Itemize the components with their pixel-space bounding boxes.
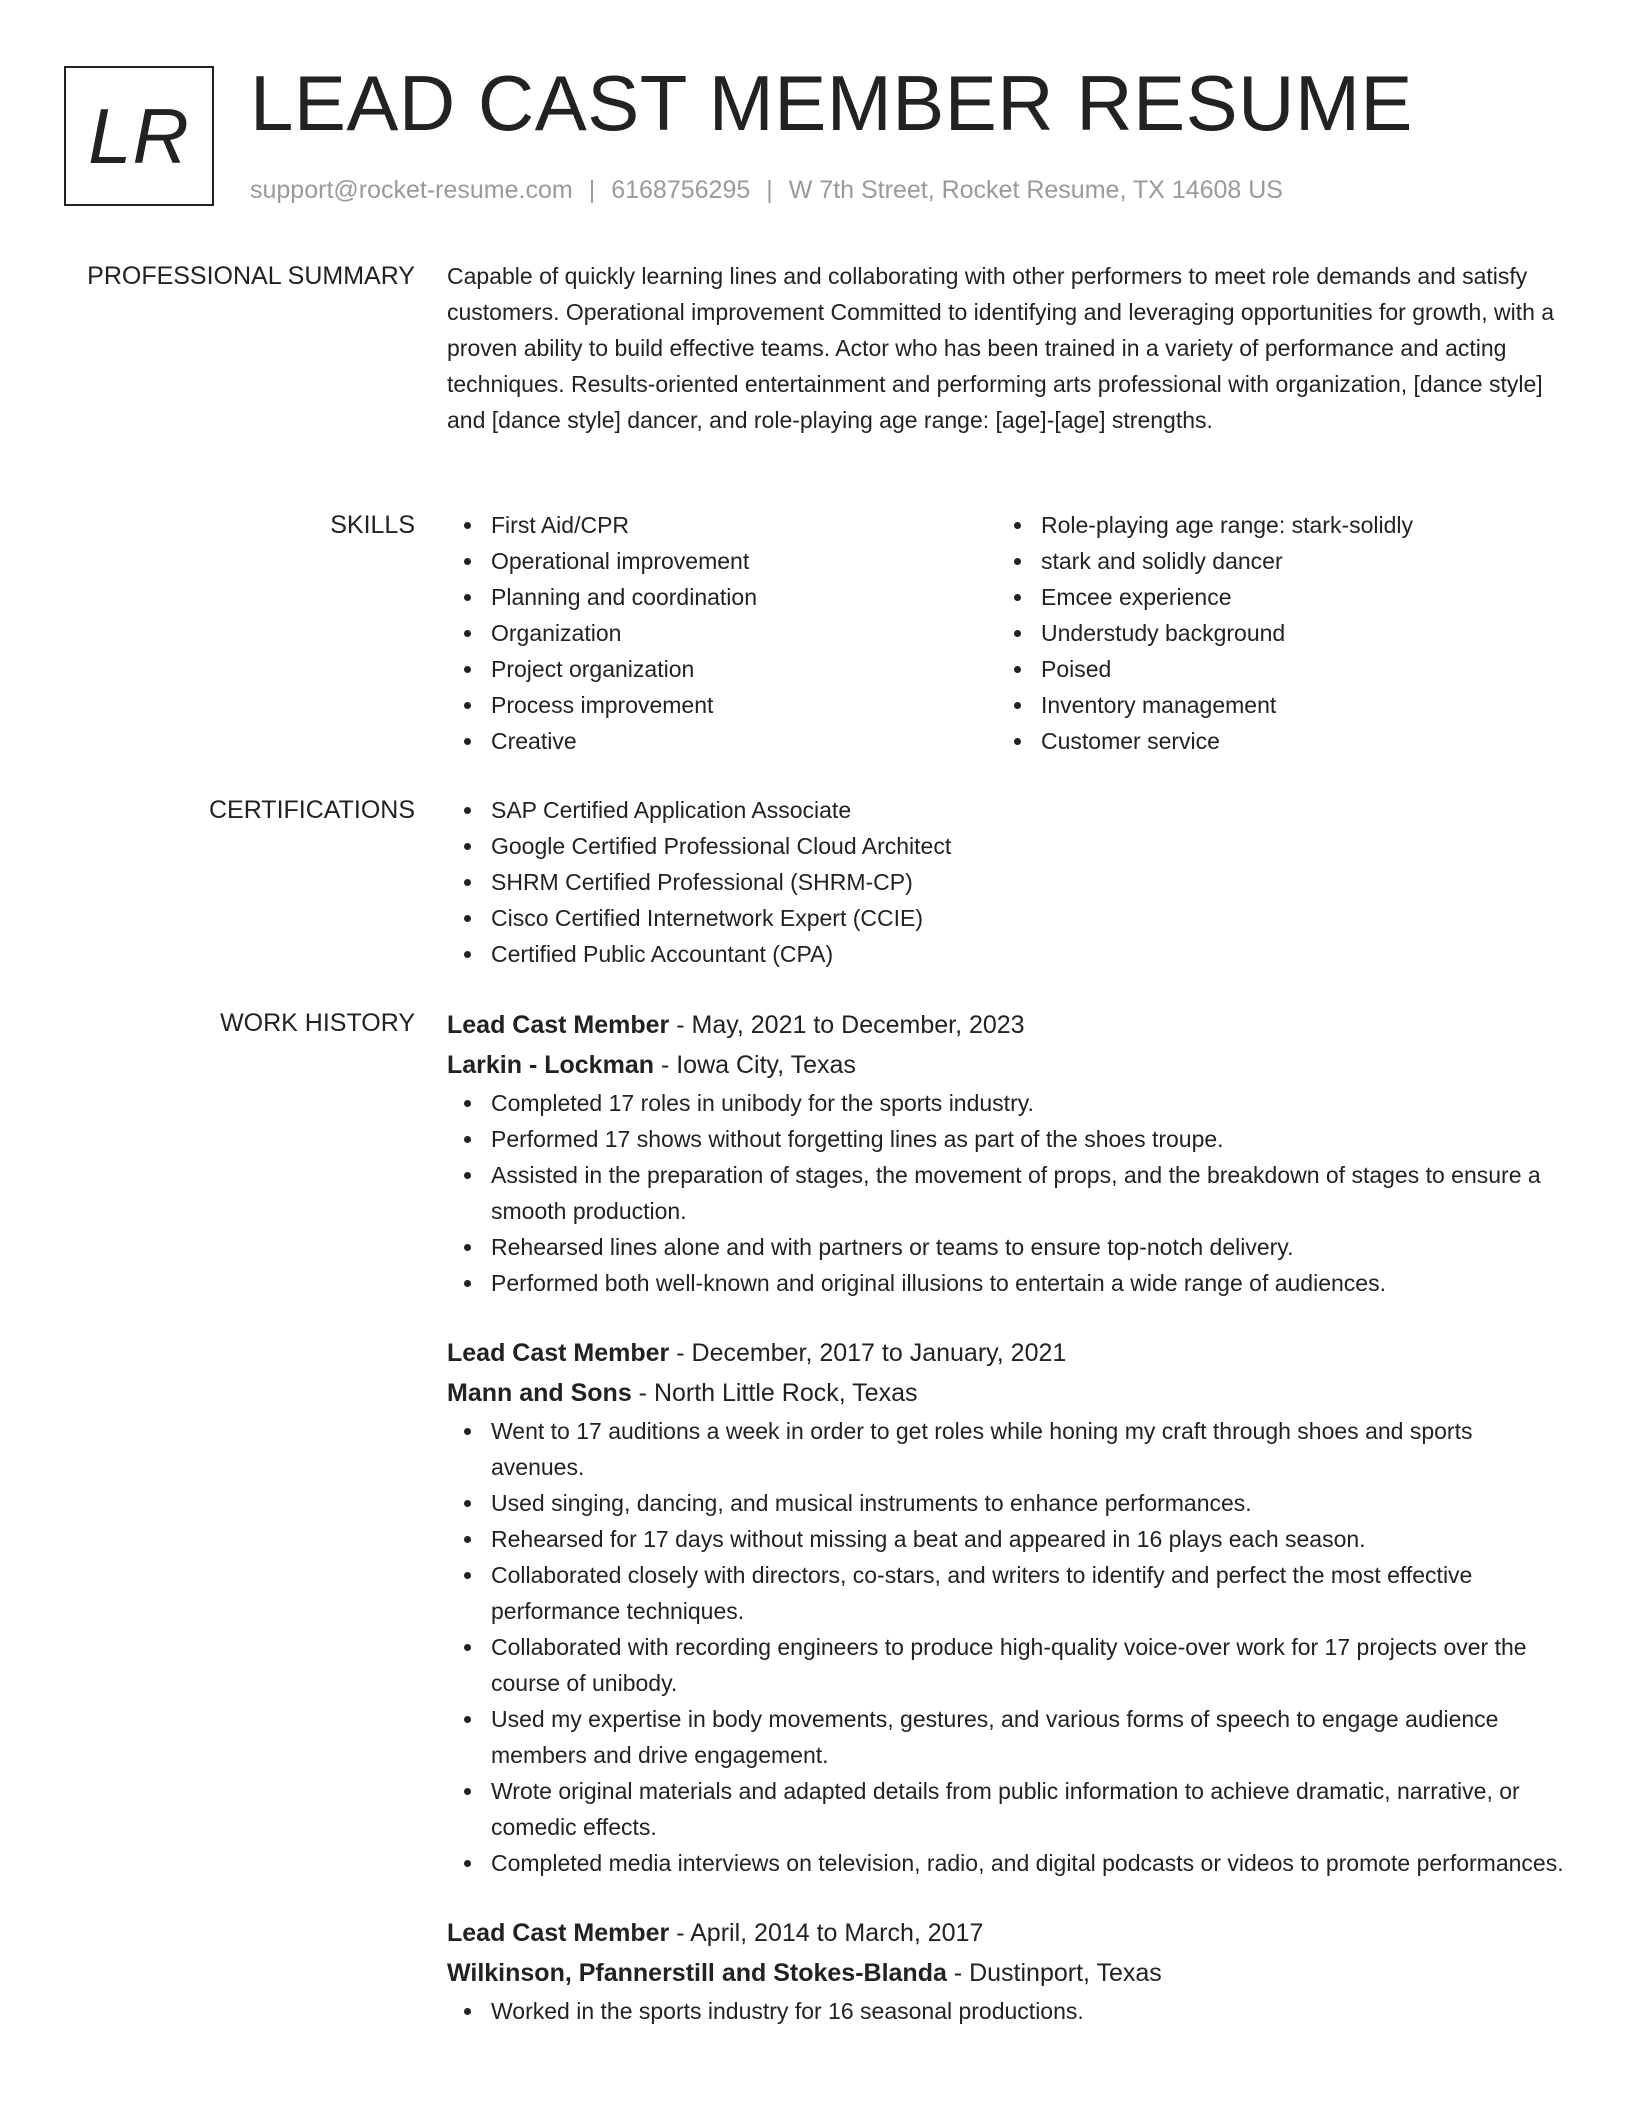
list-item: Went to 17 auditions a week in order to get roles while honing my craft through shoes and sports avenues. bbox=[491, 1413, 1567, 1485]
list-item: First Aid/CPR bbox=[491, 507, 997, 543]
work-history-heading: WORK HISTORY bbox=[220, 1009, 415, 1037]
job-location: - North Little Rock, Texas bbox=[631, 1379, 918, 1407]
job-entry bbox=[447, 1333, 1567, 1881]
list-item: Wrote original materials and adapted details from public information to achieve dramatic, narrative, or comedic effects. bbox=[491, 1773, 1567, 1845]
certifications-list bbox=[447, 792, 1567, 972]
list-item: Assisted in the preparation of stages, the movement of props, and the breakdown of stages to ensure a smooth production. bbox=[491, 1157, 1567, 1229]
job-dates: - April, 2014 to March, 2017 bbox=[669, 1919, 984, 1947]
list-item: Collaborated with recording engineers to produce high-quality voice-over work for 17 projects over the course of unibody. bbox=[491, 1629, 1567, 1701]
skills-heading: SKILLS bbox=[330, 511, 415, 539]
job-company-line bbox=[447, 1953, 1567, 1993]
contact-email: support@rocket-resume.com bbox=[250, 176, 573, 204]
job-title-line bbox=[447, 1913, 1567, 1953]
list-item: stark and solidly dancer bbox=[1041, 543, 1547, 579]
contact-separator: | bbox=[588, 176, 596, 204]
list-item: Completed 17 roles in unibody for the sports industry. bbox=[491, 1085, 1567, 1121]
list-item: SHRM Certified Professional (SHRM-CP) bbox=[491, 864, 1567, 900]
job-entry bbox=[447, 1005, 1567, 1301]
list-item: Inventory management bbox=[1041, 687, 1547, 723]
work-history-body bbox=[447, 1005, 1567, 2029]
summary-text: Capable of quickly learning lines and collaborating with other performers to meet role demands and satisfy customers. Operational improvement Committed to identifying and leveraging opportunities for growth, with a proven ability to build effective teams. Actor who has been trained in a variety of performance and acting techniques. Results-oriented entertainment and performing arts professional with organization, [dance style] and [dance style] dancer, and role-playing age range: [age]-[age] strengths. bbox=[447, 263, 1555, 433]
list-item: Used my expertise in body movements, gestures, and various forms of speech to engage audience members and drive engagement. bbox=[491, 1701, 1567, 1773]
list-item: Emcee experience bbox=[1041, 579, 1547, 615]
contact-line bbox=[250, 174, 1283, 206]
contact-address: W 7th Street, Rocket Resume, TX 14608 US bbox=[788, 176, 1283, 204]
list-item: Collaborated closely with directors, co-stars, and writers to identify and perfect the most effective performance techniques. bbox=[491, 1557, 1567, 1629]
list-item: Rehearsed for 17 days without missing a beat and appeared in 16 plays each season. bbox=[491, 1521, 1567, 1557]
job-company: Larkin - Lockman bbox=[447, 1051, 654, 1079]
list-item: Google Certified Professional Cloud Architect bbox=[491, 828, 1567, 864]
list-item: Role-playing age range: stark-solidly bbox=[1041, 507, 1547, 543]
job-dates: - December, 2017 to January, 2021 bbox=[669, 1339, 1067, 1367]
skills-list-left bbox=[447, 507, 997, 759]
monogram-box bbox=[64, 66, 214, 206]
list-item: Planning and coordination bbox=[491, 579, 997, 615]
list-item: Worked in the sports industry for 16 seasonal productions. bbox=[491, 1993, 1567, 2029]
list-item: Customer service bbox=[1041, 723, 1547, 759]
job-title: Lead Cast Member bbox=[447, 1011, 670, 1039]
list-item: Performed both well-known and original illusions to entertain a wide range of audiences. bbox=[491, 1265, 1567, 1301]
monogram-initials: LR bbox=[88, 91, 190, 180]
job-title: Lead Cast Member bbox=[447, 1339, 670, 1367]
job-bullets bbox=[447, 1993, 1567, 2029]
job-company-line bbox=[447, 1045, 1567, 1085]
list-item: Certified Public Accountant (CPA) bbox=[491, 936, 1567, 972]
job-company-line bbox=[447, 1373, 1567, 1413]
list-item: Project organization bbox=[491, 651, 997, 687]
contact-separator: | bbox=[766, 176, 773, 204]
job-title-line bbox=[447, 1005, 1567, 1045]
list-item: Completed media interviews on television, radio, and digital podcasts or videos to promote performances. bbox=[491, 1845, 1567, 1881]
job-title: Lead Cast Member bbox=[447, 1919, 670, 1947]
list-item: Cisco Certified Internetwork Expert (CCIE) bbox=[491, 900, 1567, 936]
list-item: Rehearsed lines alone and with partners or teams to ensure top-notch delivery. bbox=[491, 1229, 1567, 1265]
job-company: Wilkinson, Pfannerstill and Stokes-Blanda bbox=[447, 1959, 947, 1987]
skills-list-right bbox=[997, 507, 1547, 759]
list-item: Creative bbox=[491, 723, 997, 759]
list-item: SAP Certified Application Associate bbox=[491, 792, 1567, 828]
list-item: Poised bbox=[1041, 651, 1547, 687]
list-item: Understudy background bbox=[1041, 615, 1547, 651]
job-location: - Iowa City, Texas bbox=[654, 1051, 856, 1079]
job-dates: - May, 2021 to December, 2023 bbox=[669, 1011, 1025, 1039]
job-location: - Dustinport, Texas bbox=[946, 1959, 1162, 1987]
list-item: Organization bbox=[491, 615, 997, 651]
contact-phone: 6168756295 bbox=[611, 176, 751, 204]
summary-heading: PROFESSIONAL SUMMARY bbox=[87, 262, 415, 290]
list-item: Operational improvement bbox=[491, 543, 997, 579]
job-entry bbox=[447, 1913, 1567, 2029]
resume-title: LEAD CAST MEMBER RESUME bbox=[250, 59, 1413, 147]
list-item: Used singing, dancing, and musical instruments to enhance performances. bbox=[491, 1485, 1567, 1521]
list-item: Performed 17 shows without forgetting lines as part of the shoes troupe. bbox=[491, 1121, 1567, 1157]
job-company: Mann and Sons bbox=[447, 1379, 632, 1407]
job-title-line bbox=[447, 1333, 1567, 1373]
job-bullets bbox=[447, 1085, 1567, 1301]
certifications-heading: CERTIFICATIONS bbox=[208, 796, 415, 824]
job-bullets bbox=[447, 1413, 1567, 1881]
list-item: Process improvement bbox=[491, 687, 997, 723]
